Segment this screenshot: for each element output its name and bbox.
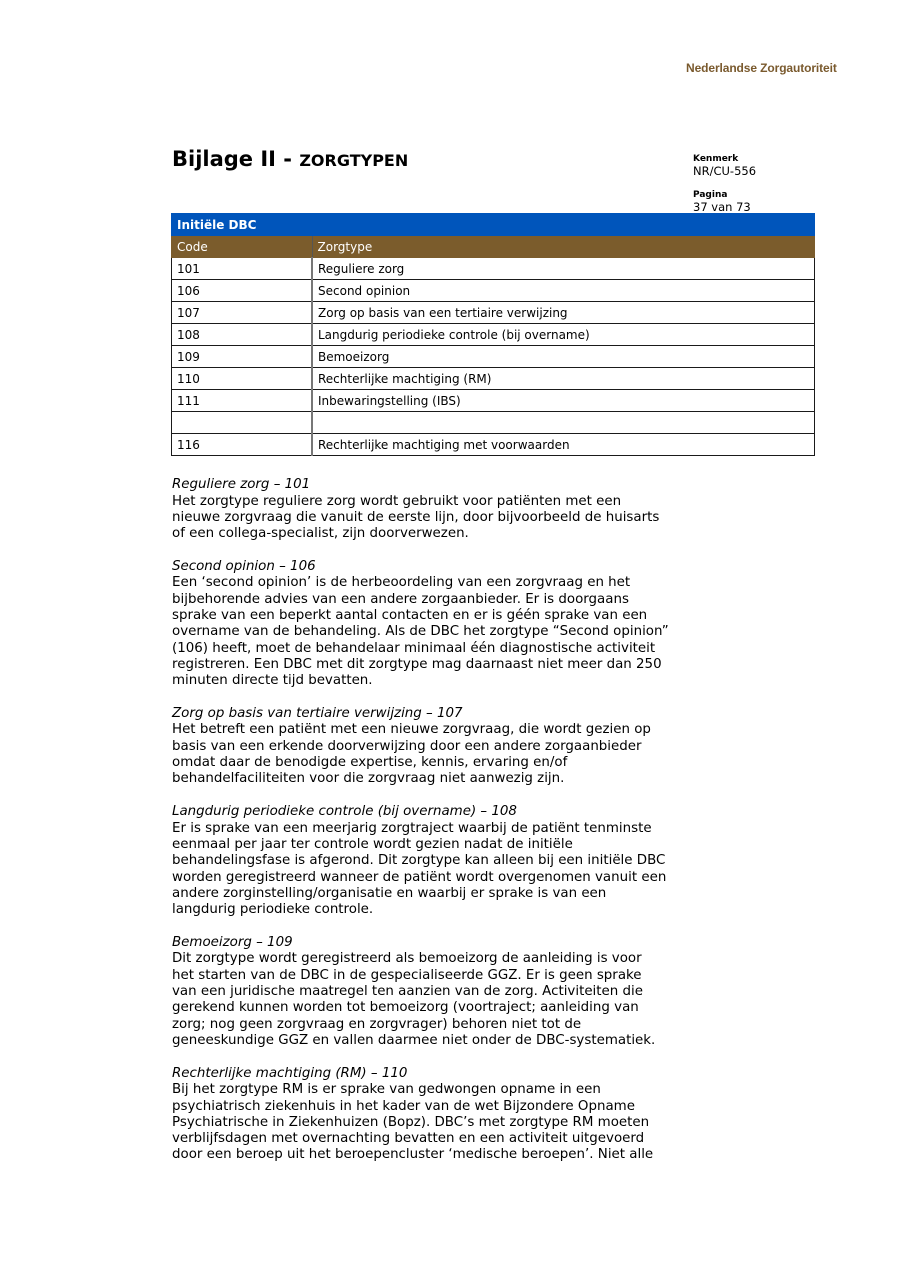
zorgtype-descriptions [172,477,702,1180]
cell-zorgtype [312,412,815,434]
text-line: Bij het zorgtype RM is er sprake van gedwongen opname in een [172,1082,601,1098]
text-line: zorg; nog geen zorgvraag en zorgvrager) behoren niet tot de [172,1016,582,1032]
cell-zorgtype: Reguliere zorg [312,258,815,280]
section-body [172,1082,702,1163]
cell-zorgtype: Zorg op basis van een tertiaire verwijzing [312,302,815,324]
table-row [172,280,815,302]
text-line: andere zorginstelling/organisatie en waarbij er sprake is van een [172,885,607,901]
table-row [172,346,815,368]
table-row [172,324,815,346]
table-row [172,258,815,280]
table-row [172,434,815,456]
section-body [172,722,702,787]
brand-logo-text: Nederlandse Zorgautoriteit [686,61,837,75]
table-row [172,390,815,412]
title-sub: ZORGTYPEN [299,151,409,170]
section-heading: Bemoeizorg – 109 [172,934,293,950]
cell-code [172,412,313,434]
text-line: nieuwe zorgvraag die vanuit de eerste lijn, door bijvoorbeeld de huisarts [172,509,660,525]
cell-zorgtype: Rechterlijke machtiging (RM) [312,368,815,390]
text-line: minuten directe tijd bevatten. [172,673,373,689]
section-body [172,575,702,689]
pagina-label: Pagina [693,190,728,200]
cell-code: 107 [172,302,313,324]
text-line: gerekend kunnen worden tot bemoeizorg (voortraject; aanleiding van [172,1000,639,1016]
table-row-empty [172,412,815,434]
text-line: eenmaal per jaar ter controle wordt gezien nadat de initiële [172,836,573,852]
text-line: langdurig periodieke controle. [172,902,374,918]
text-line: Dit zorgtype wordt geregistreerd als bemoeizorg de aanleiding is voor [172,951,642,967]
pagina-block [693,190,751,214]
text-line: overname van de behandeling. Als de DBC het zorgtype “Second opinion” [172,624,669,640]
text-line: psychiatrisch ziekenhuis in het kader van de wet Bijzondere Opname [172,1098,635,1114]
section-reguliere-zorg [172,477,702,542]
section-langdurig-periodieke-controle [172,804,702,918]
text-line: basis van een erkende doorverwijzing door een andere zorgaanbieder [172,738,642,754]
cell-zorgtype: Second opinion [312,280,815,302]
section-body [172,951,702,1049]
cell-code: 106 [172,280,313,302]
text-line: het starten van de DBC in de gespecialiseerde GGZ. Er is geen sprake [172,967,642,983]
text-line: Er is sprake van een meerjarig zorgtraject waarbij de patiënt tenminste [172,820,652,836]
cell-code: 116 [172,434,313,456]
section-rechterlijke-machtiging [172,1066,702,1164]
section-body [172,821,702,919]
pagina-value: 37 van 73 [693,200,751,214]
text-line: verblijfsdagen met overnachting bevatten en een activiteit uitgevoerd [172,1131,645,1147]
table-row [172,368,815,390]
text-line: (106) heeft, moet de behandelaar minimaal één diagnostische activiteit [172,640,656,656]
cell-zorgtype: Langdurig periodieke controle (bij overname) [312,324,815,346]
cell-code: 108 [172,324,313,346]
text-line: van een juridische maatregel ten aanzien van de zorg. Activiteiten die [172,984,643,1000]
section-heading: Langdurig periodieke controle (bij overname) – 108 [172,804,517,820]
text-line: Het betreft een patiënt met een nieuwe zorgvraag, die wordt gezien op [172,722,651,738]
kenmerk-value: NR/CU-556 [693,164,757,178]
text-line: behandelingsfase is afgerond. Dit zorgtype kan alleen bij een initiële DBC [172,853,666,869]
text-line: door een beroep uit het beroepencluster ‘medische beroepen’. Niet alle [172,1147,654,1163]
table-band-title: Initiële DBC [172,214,815,236]
kenmerk-block [693,154,756,178]
column-header-zorgtype: Zorgtype [312,236,815,258]
column-header-code: Code [172,236,313,258]
section-second-opinion [172,559,702,690]
text-line: registreren. Een DBC met dit zorgtype mag daarnaast niet meer dan 250 [172,656,662,672]
cell-code: 109 [172,346,313,368]
kenmerk-label: Kenmerk [693,154,739,164]
text-line: Het zorgtype reguliere zorg wordt gebruikt voor patiënten met een [172,493,622,509]
text-line: behandelfaciliteiten voor die zorgvraag niet aanwezig zijn. [172,771,565,787]
cell-zorgtype: Rechterlijke machtiging met voorwaarden [312,434,815,456]
cell-zorgtype: Bemoeizorg [312,346,815,368]
section-tertiaire-verwijzing [172,706,702,788]
text-line: omdat daar de benodigde expertise, kennis, ervaring en/of [172,755,568,771]
text-line: worden geregistreerd wanneer de patiënt wordt overgenomen vanuit een [172,869,667,885]
text-line: bijbehorende advies van een andere zorgaanbieder. Er is doorgaans [172,591,629,607]
text-line: Psychiatrische in Ziekenhuizen (Bopz). DBC’s met zorgtype RM moeten [172,1114,650,1130]
text-line: sprake van een beperkt aantal contacten en er is géén sprake van een [172,607,648,623]
title-main: Bijlage II - [172,147,300,171]
section-heading: Zorg op basis van tertiaire verwijzing – 107 [172,705,463,721]
cell-code: 101 [172,258,313,280]
cell-code: 111 [172,390,313,412]
page-title [172,147,408,171]
section-heading: Second opinion – 106 [172,558,316,574]
section-body [172,494,702,543]
text-line: Een ‘second opinion’ is de herbeoordeling van een zorgvraag en het [172,575,631,591]
zorgtypen-table [171,213,815,456]
section-heading: Reguliere zorg – 101 [172,477,311,492]
section-bemoeizorg [172,935,702,1049]
table-row [172,302,815,324]
text-line: geneeskundige GGZ en vallen daarmee niet onder de DBC-systematiek. [172,1032,656,1048]
cell-code: 110 [172,368,313,390]
cell-zorgtype: Inbewaringstelling (IBS) [312,390,815,412]
section-heading: Rechterlijke machtiging (RM) – 110 [172,1065,408,1081]
text-line: of een collega-specialist, zijn doorverwezen. [172,526,469,542]
